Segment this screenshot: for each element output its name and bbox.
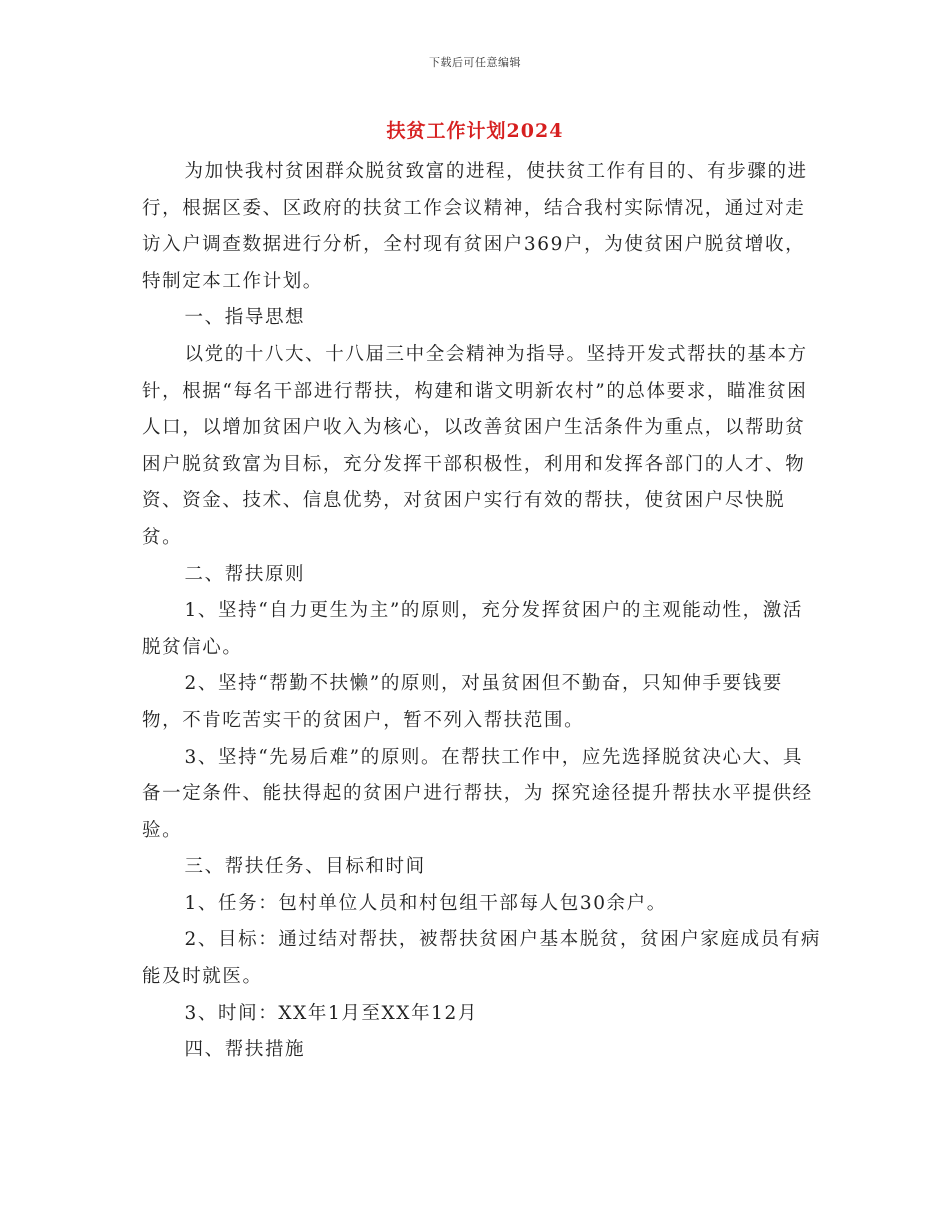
intro-paragraph: 为加快我村贫困群众脱贫致富的进程，使扶贫工作有目的、有步骤的进行，根据区委、区政府的扶贫工作会议精神，结合我村实际情况，通过对走访入户调查数据进行分析，全村现有贫困户369户，为使贫困户脱贫增收，特制定本工作计划。	[142, 161, 808, 292]
guiding-ideology-paragraph: 以党的十八大、十八届三中全会精神为指导。坚持开发式帮扶的基本方针，根据“每名干部进行帮扶，构建和谐文明新农村”的总体要求，瞄准贫困人口，以增加贫困户收入为核心，以改善贫困户生活条件为重点，以帮助贫困户脱贫致富为目标，充分发挥干部积极性，利用和发挥各部门的人才、物资、资金、技术、信息优势，对贫困户实行有效的帮扶，使贫困户尽快脱贫。	[142, 343, 808, 548]
goal-item: 2、目标：通过结对帮扶，被帮扶贫困户基本脱贫，贫困户家庭成员有病能及时就医。	[142, 929, 822, 988]
section-heading-measures: 四、帮扶措施	[184, 1039, 306, 1061]
page-header-note: 下载后可任意编辑	[429, 56, 521, 69]
principle-item-1: 1、坚持“自力更生为主”的原则，充分发挥贫困户的主观能动性，激活脱贫信心。	[142, 600, 803, 658]
section-heading-tasks-goals-time: 三、帮扶任务、目标和时间	[184, 856, 426, 878]
principle-item-3: 3、坚持“先易后难”的原则。在帮扶工作中，应先选择脱贫决心大、具备一定条件、能扶得起的贫困户进行帮扶，为 探究途径提升帮扶水平提供经验。	[142, 746, 813, 841]
section-heading-assistance-principles: 二、帮扶原则	[184, 563, 306, 585]
section-heading-guiding-ideology: 一、指导思想	[184, 307, 306, 329]
task-item: 1、任务：包村单位人员和村包组干部每人包30余户。	[184, 892, 667, 914]
document-body	[142, 154, 822, 1069]
principle-item-2: 2、坚持“帮勤不扶懒”的原则，对虽贫困但不勤奋，只知伸手要钱要物，不肯吃苦实干的贫困户，暂不列入帮扶范围。	[142, 673, 783, 731]
document-title: 扶贫工作计划2024	[386, 120, 564, 142]
time-item: 3、时间：XX年1月至XX年12月	[184, 1002, 479, 1024]
